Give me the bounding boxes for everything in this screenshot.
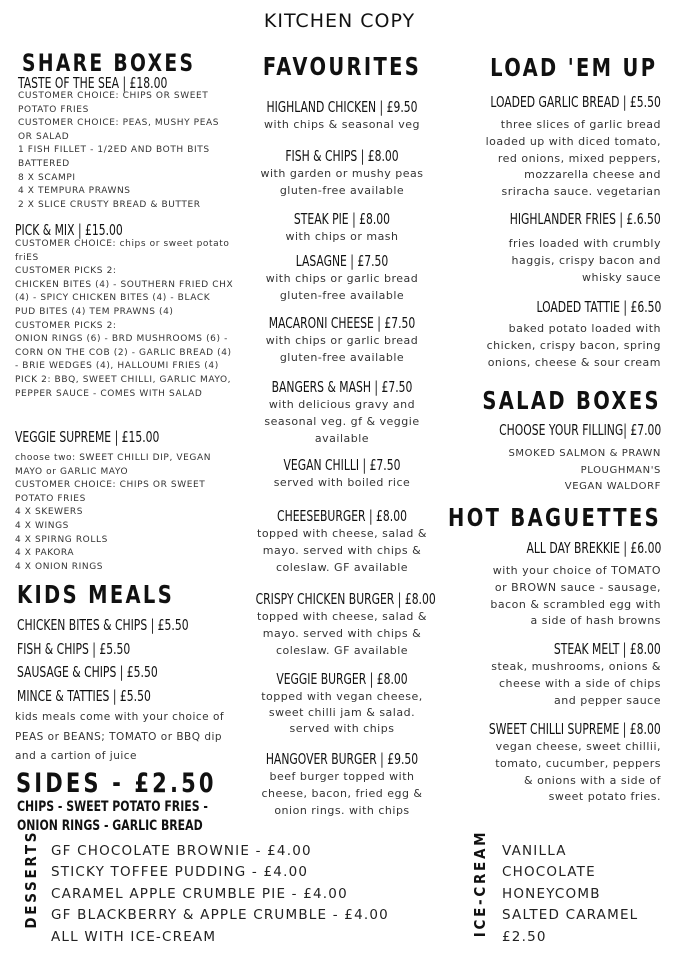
salad-boxes-item: CHOOSE YOUR FILLING| £7.00 SMOKED SALMON & PRAWN PLOUGHMAN'S VEGAN WALDORF [498,421,661,492]
page-title: KITCHEN COPY [263,10,416,32]
ice-cream-item: HONEYCOMB [502,885,601,902]
ice-cream-list [502,841,638,948]
item-title: VEGGIE SUPREME | £15.00 [15,428,160,446]
favourites-item: VEGGIE BURGER | £8.00 topped with vegan cheese, sweet chilli jam & salad. served with chips [261,670,423,735]
sides-item: CHIPS - SWEET POTATO FRIES - [17,799,208,815]
ice-cream-item: SALTED CARAMEL [502,907,639,924]
ice-cream-item: CHOCOLATE [502,864,596,881]
favourites-item: CRISPY CHICKEN BURGER | £8.00 topped with cheese, salad & mayo. served with chips & coleslaw. GF available [255,590,436,657]
dessert-item: ALL WITH ICE-CREAM [51,928,217,945]
sides-heading: SIDES - £2.50 [16,768,217,799]
load-em-up-item: LOADED TATTIE | £6.50 baked potato loaded with chicken, crispy bacon, spring onions, cheese & sour cream [486,298,661,369]
kids-meal-item: SAUSAGE & CHIPS | £5.50 [17,663,158,681]
salad-boxes-heading: SALAD BOXES [482,386,661,415]
desserts-heading: DESSERTS [22,829,40,929]
sides-item: ONION RINGS - GARLIC BREAD [17,818,203,834]
load-em-up-item: LOADED GARLIC BREAD | £5.50 three slices of garlic bread loaded up with diced tomato, red onions, mixed peppers, mozzarella cheese and sriracha sauce. vegetarian [485,93,661,199]
favourites-heading: FAVOURITES [262,52,422,81]
favourites-item: MACARONI CHEESE | £7.50 with chips or garlic bread gluten-free available [265,314,419,364]
favourites-item: HANGOVER BURGER | £9.50 beef burger topped with cheese, bacon, fried egg & onion rings. with chips [261,750,423,817]
favourites-item: CHEESEBURGER | £8.00 topped with cheese, salad & mayo. served with chips & coleslaw. GF available [257,507,427,574]
favourites-item: BANGERS & MASH | £7.50 with delicious gravy and seasonal veg. gf & veggie available [264,378,420,445]
item-description: choose two: SWEET CHILLI DIP, VEGAN MAYO or GARLIC MAYO CUSTOMER CHOICE: CHIPS OR SWEET POTATO FRIES 4 X SKEWERS 4 X WINGS 4 X SPIRNG ROLLS 4 X PAKORA 4 X ONION RINGS [15,453,212,572]
ice-cream-item: VANILLA [502,843,567,859]
item-description: CUSTOMER CHOICE: CHIPS OR SWEET POTATO FRIES CUSTOMER CHOICE: PEAS, MUSHY PEAS OR SALAD 1 FISH FILLET - 1/2ED AND BOTH BITS BATTERED 8 X SCAMPI 4 X TEMPURA PRAWNS 2 X SLICE CRUSTY BREAD & BUTTER [18,91,220,210]
dessert-item: STICKY TOFFEE PUDDING - £4.00 [51,864,309,881]
favourites-item: FISH & CHIPS | £8.00 with garden or mushy peas gluten-free available [260,147,424,197]
kids-meals-list [17,614,255,708]
load-em-up-item: HIGHLANDER FRIES | £.6.50 fries loaded with crumbly haggis, crispy bacon and whisky sauce [508,210,661,284]
item-title: PICK & MIX | £15.00 [15,221,123,239]
desserts-list [51,841,389,948]
load-em-up-heading: LOAD 'EM UP [489,53,657,82]
dessert-item: CARAMEL APPLE CRUMBLE PIE - £4.00 [51,885,348,902]
baguette-item: SWEET CHILLI SUPREME | £8.00 vegan cheese, sweet chillii, tomato, cucumber, peppers & onions with a side of sweet potato fries. [489,720,661,804]
dessert-item: GF BLACKBERRY & APPLE CRUMBLE - £4.00 [51,907,389,924]
dessert-item: GF CHOCOLATE BROWNIE - £4.00 [51,843,312,859]
kids-meals-heading: KIDS MEALS [17,580,175,609]
favourites-item: LASAGNE | £7.50 with chips or garlic bread gluten-free available [265,252,419,302]
baguette-item: ALL DAY BREKKIE | £6.00 with your choice of TOMATO or BROWN sauce - sausage, bacon & scrambled egg with a side of hash browns [490,539,661,628]
share-boxes-heading: SHARE BOXES [22,49,196,77]
item-description: CUSTOMER CHOICE: chips or sweet potato friES CUSTOMER PICKS 2: CHICKEN BITES (4) - SOUTHERN FRIED CHX (4) - SPICY CHICKEN BITES (4) - BLACK PUD BITES (4) TEM PRAWNS (4) CUSTOMER PICKS 2: ONION RINGS (6) - BRD MUSHROOMS (6) - CORN ON THE COB (2) - GARLIC BREAD (4) - BRIE WEDGES (4), HALLOUMI FRIES (4) PICK 2: BBQ, SWEET CHILLI, GARLIC MAYO, PEPPER SAUCE - COMES WITH SALAD [15,239,234,399]
kids-meal-item: CHICKEN BITES & CHIPS | £5.50 [17,616,189,634]
baguette-item: STEAK MELT | £8.00 steak, mushrooms, onions & cheese with a side of chips and pepper sauce [491,640,661,707]
kids-meal-item: MINCE & TATTIES | £5.50 [17,686,151,705]
hot-baguettes-heading: HOT BAGUETTES [448,503,661,532]
favourites-item: HIGHLAND CHICKEN | £9.50 with chips & seasonal veg [264,98,420,131]
item-title: TASTE OF THE SEA | £18.00 [18,74,168,92]
favourites-item: VEGAN CHILLI | £7.50 served with boiled rice [273,456,411,489]
favourites-item: STEAK PIE | £8.00 with chips or mash [285,210,399,243]
kids-meal-item: FISH & CHIPS | £5.50 [17,639,131,658]
ice-cream-heading: ICE-CREAM [471,829,489,938]
ice-cream-price: £2.50 [502,928,547,945]
kids-meals-note: kids meals come with your choice of PEAS or BEANS; TOMATO or BBQ dip and a cartion of juice [15,711,225,762]
